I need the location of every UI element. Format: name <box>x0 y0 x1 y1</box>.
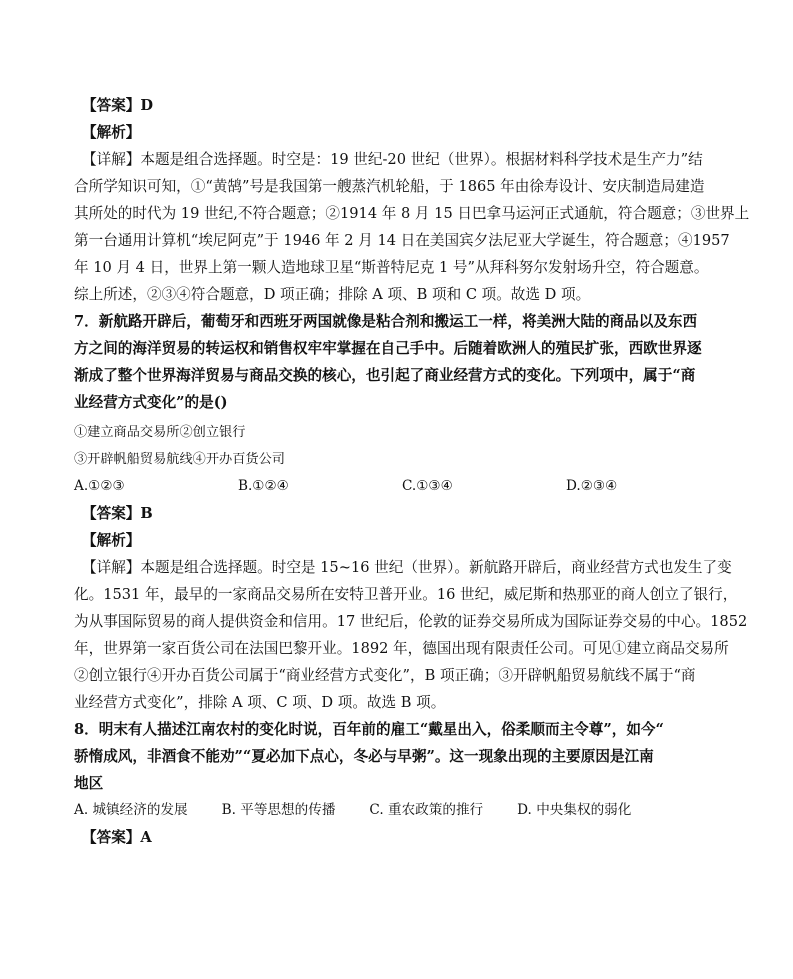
q7-detail-line: 【详解】本题是组合选择题。时空是 15~16 世纪（世界）。新航路开辟后，商业经营方式也发生了变 <box>82 559 732 576</box>
q7-option-a: A.①②③ <box>74 478 125 494</box>
q6-detail-line: 综上所述，②③④符合题意，D 项正确；排除 A 项、B 项和 C 项。故选 D 项。 <box>74 286 591 303</box>
q8-stem-line: 8．明末有人描述江南农村的变化时说，百年前的雇工“戴星出入，俗柔顺而主令尊”，如今“ <box>74 721 664 738</box>
document-page <box>74 92 750 851</box>
q8-answer: 【答案】A <box>82 829 152 846</box>
q6-analysis-label: 【解析】 <box>82 124 141 141</box>
q7-stem-line: 业经营方式变化”的是() <box>74 394 228 411</box>
q7-analysis-label: 【解析】 <box>82 532 141 549</box>
q8-stem-line: 骄惰成风，非酒食不能劝”“夏必加下点心，冬必与早粥”。这一现象出现的主要原因是江南 <box>74 748 654 765</box>
q8-options <box>74 797 696 824</box>
q7-detail-line: 为从事国际贸易的商人提供资金和信用。17 世纪后，伦敦的证券交易所成为国际证券交易的中心。1852 <box>74 613 748 630</box>
q6-detail-line: 其所处的时代为 19 世纪,不符合题意；②1914 年 8 月 15 日巴拿马运河正式通航，符合题意；③世界上 <box>74 205 750 222</box>
q7-option-c: C.①③④ <box>402 478 453 494</box>
q7-detail-line: 年，世界第一家百货公司在法国巴黎开业。1892 年，德国出现有限责任公司。可见①建立商品交易所 <box>74 640 729 657</box>
q6-detail-line: 第一台通用计算机“埃尼阿克”于 1946 年 2 月 14 日在美国宾夕法尼亚大学诞生，符合题意；④1957 <box>74 232 730 249</box>
q7-detail-line: 业经营方式变化”，排除 A 项、C 项、D 项。故选 B 项。 <box>74 694 446 711</box>
q7-option-d: D.②③④ <box>566 478 618 494</box>
q8-stem-line: 地区 <box>74 775 104 792</box>
q7-detail-line: ②创立银行④开办百货公司属于“商业经营方式变化”，B 项正确；③开辟帆船贸易航线不属于“商 <box>74 667 696 684</box>
q7-stem-line: 方之间的海洋贸易的转运权和销售权牢牢掌握在自己手中。后随着欧洲人的殖民扩张，西欧世界逐 <box>74 340 702 357</box>
q6-answer: 【答案】D <box>82 97 154 114</box>
q6-detail-line: 【详解】本题是组合选择题。时空是：19 世纪-20 世纪（世界）。根据材料科学技术是生产力”结 <box>82 151 703 168</box>
q8-option-b: B. 平等思想的传播 <box>221 802 336 818</box>
q6-answer-block <box>74 92 750 308</box>
q7-detail-line: 化。1531 年，最早的一家商品交易所在安特卫普开业。16 世纪，威尼斯和热那亚的商人创立了银行， <box>74 586 738 603</box>
q6-detail-line: 年 10 月 4 日，世界上第一颗人造地球卫星“斯普特尼克 1 号”从拜科努尔发射场升空，符合题意。 <box>74 259 709 276</box>
q7-item-line: ①建立商品交易所②创立银行 <box>74 425 246 440</box>
question-8 <box>74 716 696 851</box>
q7-option-b: B.①②④ <box>238 478 289 494</box>
q7-stem-line: 渐成了整个世界海洋贸易与商品交换的核心，也引起了商业经营方式的变化。下列项中，属于“商 <box>74 367 696 384</box>
q7-answer: 【答案】B <box>82 505 153 522</box>
q7-item-line: ③开辟帆船贸易航线④开办百货公司 <box>74 452 285 467</box>
q8-option-d: D. 中央集权的弱化 <box>517 802 632 818</box>
q8-option-c: C. 重农政策的推行 <box>369 802 484 818</box>
q8-option-a: A. 城镇经济的发展 <box>74 802 188 818</box>
q7-options <box>74 473 696 500</box>
q6-detail-line: 合所学知识可知，①“黄鹄”号是我国第一艘蒸汽机轮船，于 1865 年由徐寿设计、安庆制造局建造 <box>74 178 705 195</box>
q7-stem-line: 7．新航路开辟后，葡萄牙和西班牙两国就像是粘合剂和搬运工一样，将美洲大陆的商品以及东西 <box>74 313 698 330</box>
question-7 <box>74 308 748 716</box>
